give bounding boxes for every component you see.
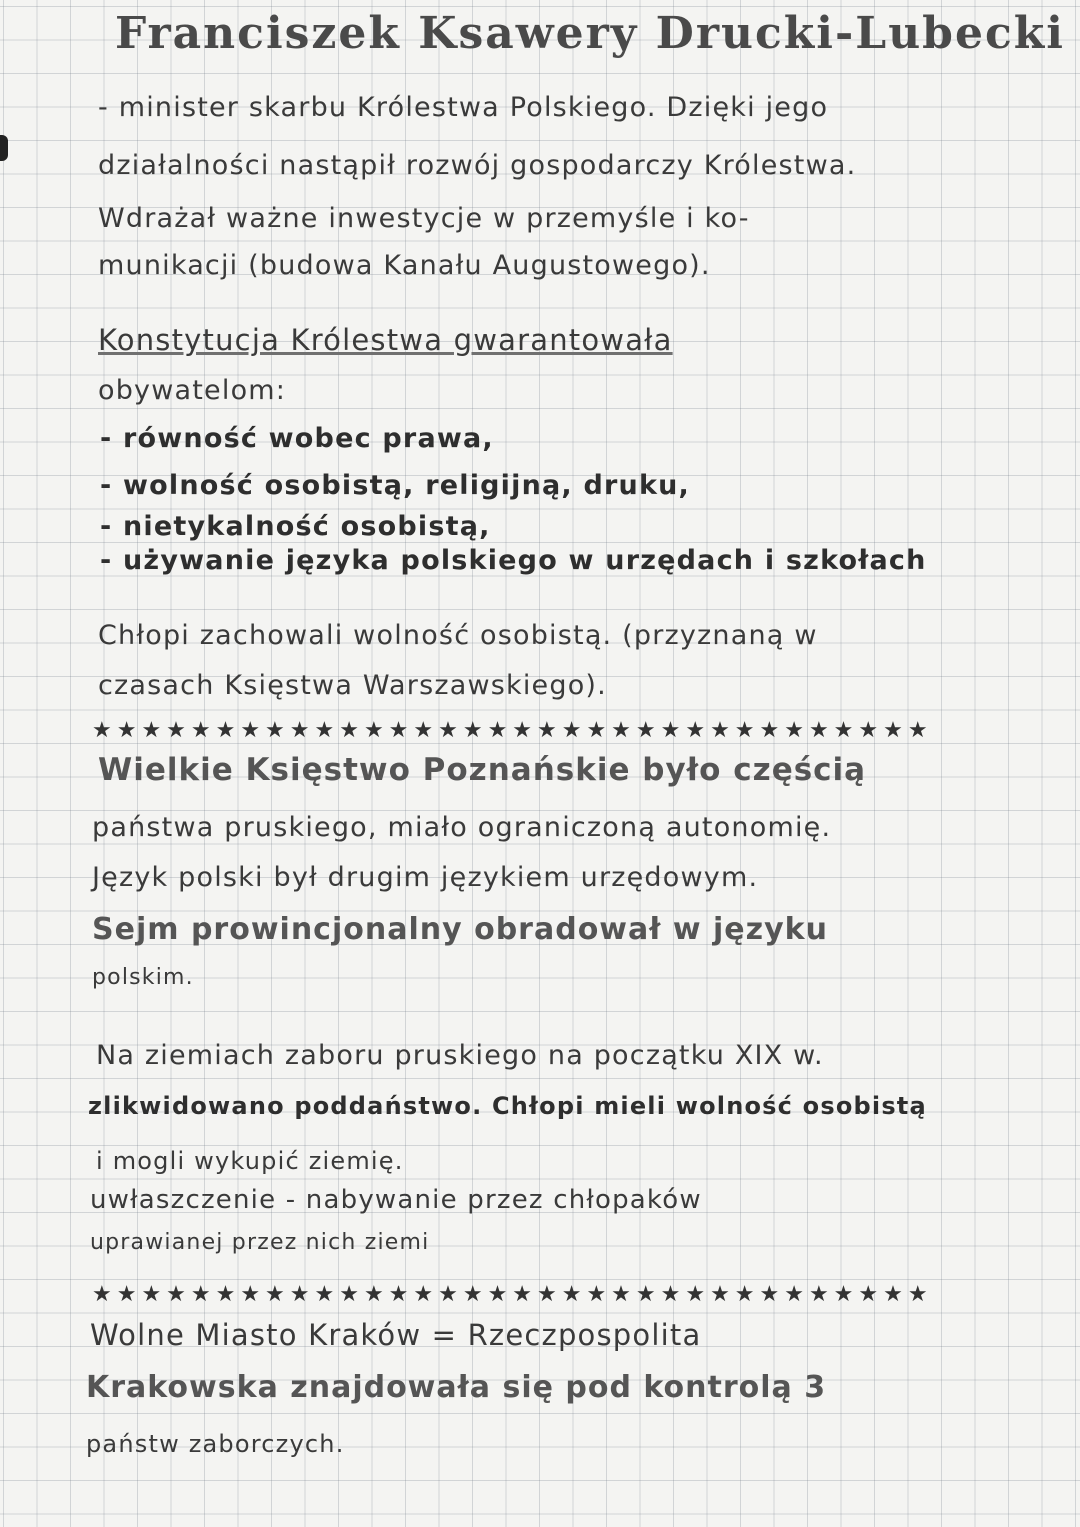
star-divider: ★★★★★★★★★★★★★★★★★★★★★★★★★★★★★★★★★★	[92, 718, 933, 743]
note-line: Konstytucja Królestwa gwarantowała	[98, 323, 673, 357]
note-title: Franciszek Ksawery Drucki-Lubecki	[115, 8, 1065, 59]
note-line: uwłaszczenie - nabywanie przez chłopaków	[90, 1185, 702, 1215]
note-line: czasach Księstwa Warszawskiego).	[98, 670, 607, 701]
note-line: państwa pruskiego, miało ograniczoną autonomię.	[92, 812, 832, 843]
note-line: Chłopi zachowali wolność osobistą. (przyznaną w	[98, 620, 818, 651]
note-line: - równość wobec prawa,	[100, 423, 494, 454]
note-line: - używanie języka polskiego w urzędach i szkołach	[100, 545, 927, 576]
margin-mark	[0, 135, 8, 161]
note-line: Język polski był drugim językiem urzędowym.	[92, 862, 759, 893]
note-line: Krakowska znajdowała się pod kontrolą 3	[86, 1370, 827, 1405]
note-line: - wolność osobistą, religijną, druku,	[100, 470, 690, 501]
note-line: - minister skarbu Królestwa Polskiego. Dzięki jego	[98, 92, 829, 123]
note-line: munikacji (budowa Kanału Augustowego).	[98, 250, 711, 281]
note-line: Wolne Miasto Kraków = Rzeczpospolita	[90, 1318, 702, 1352]
note-line: Wdrażał ważne inwestycje w przemyśle i ko-	[98, 203, 750, 234]
note-line: Na ziemiach zaboru pruskiego na początku XIX w.	[96, 1040, 824, 1071]
star-divider: ★★★★★★★★★★★★★★★★★★★★★★★★★★★★★★★★★★	[92, 1282, 933, 1307]
note-line: uprawianej przez nich ziemi	[90, 1230, 430, 1255]
note-line: - nietykalność osobistą,	[100, 511, 491, 542]
note-line: obywatelom:	[98, 375, 287, 406]
note-line: polskim.	[92, 965, 194, 990]
note-line: działalności nastąpił rozwój gospodarczy Królestwa.	[98, 150, 857, 181]
note-line: zlikwidowano poddaństwo. Chłopi mieli wolność osobistą	[88, 1092, 927, 1120]
note-line: i mogli wykupić ziemię.	[96, 1147, 404, 1175]
note-line: Sejm prowincjonalny obradował w języku	[92, 912, 828, 947]
note-line: państw zaborczych.	[86, 1430, 345, 1458]
note-line: Wielkie Księstwo Poznańskie było częścią	[98, 752, 867, 788]
